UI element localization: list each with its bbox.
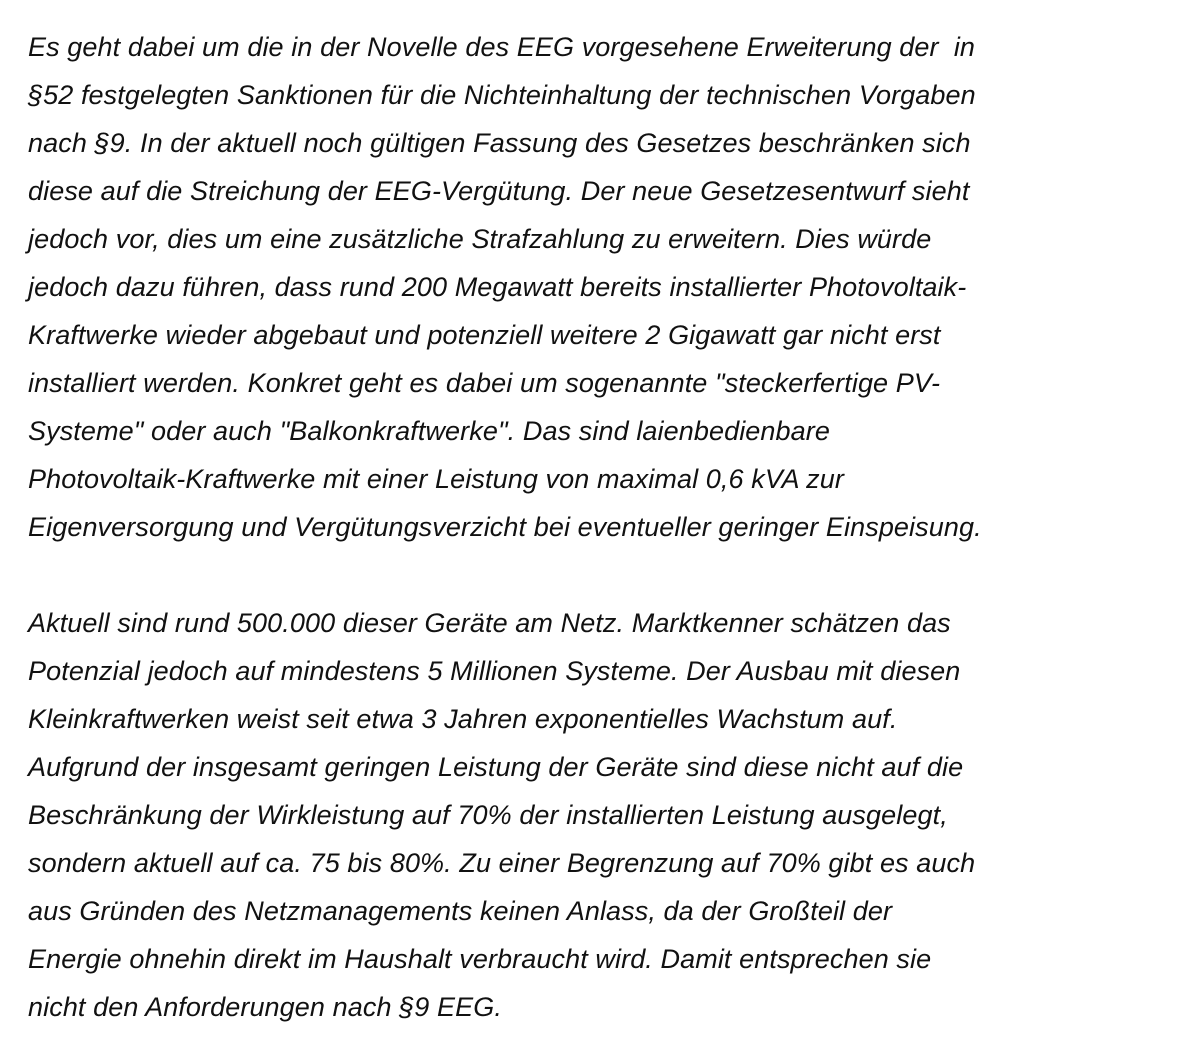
paragraph-1-line: nach §9. In der aktuell noch gültigen Fassung des Gesetzes beschränken sich bbox=[28, 128, 971, 158]
paragraph-2-line: sondern aktuell auf ca. 75 bis 80%. Zu einer Begrenzung auf 70% gibt es auch bbox=[28, 848, 976, 878]
paragraph-1-line: jedoch dazu führen, dass rund 200 Megawatt bereits installierter Photovoltaik- bbox=[28, 272, 967, 302]
paragraph-2-line: Aufgrund der insgesamt geringen Leistung der Geräte sind diese nicht auf die bbox=[28, 752, 964, 782]
paragraph-2-line: Kleinkraftwerken weist seit etwa 3 Jahren exponentielles Wachstum auf. bbox=[28, 704, 898, 734]
paragraph-1-line: §52 festgelegten Sanktionen für die Nichteinhaltung der technischen Vorgaben bbox=[28, 80, 976, 110]
paragraph-2-line: Beschränkung der Wirkleistung auf 70% der installierten Leistung ausgelegt, bbox=[28, 800, 948, 830]
paragraph-2-line: aus Gründen des Netzmanagements keinen Anlass, da der Großteil der bbox=[28, 896, 893, 926]
paragraph-1-line: Photovoltaik-Kraftwerke mit einer Leistung von maximal 0,6 kVA zur bbox=[28, 464, 844, 494]
paragraph-1-line: jedoch vor, dies um eine zusätzliche Strafzahlung zu erweitern. Dies würde bbox=[28, 224, 932, 254]
paragraph-1 bbox=[28, 23, 1168, 551]
paragraph-2-line: Energie ohnehin direkt im Haushalt verbraucht wird. Damit entsprechen sie bbox=[28, 944, 932, 974]
document-body bbox=[28, 23, 1168, 1031]
paragraph-2-line: Aktuell sind rund 500.000 dieser Geräte am Netz. Marktkenner schätzen das bbox=[28, 608, 951, 638]
paragraph-2 bbox=[28, 599, 1168, 1031]
paragraph-1-line: diese auf die Streichung der EEG-Vergütung. Der neue Gesetzesentwurf sieht bbox=[28, 176, 970, 206]
paragraph-1-line: Eigenversorgung und Vergütungsverzicht bei eventueller geringer Einspeisung. bbox=[28, 512, 982, 542]
paragraph-1-line: Systeme" oder auch "Balkonkraftwerke". Das sind laienbedienbare bbox=[28, 416, 830, 446]
paragraph-2-line: Potenzial jedoch auf mindestens 5 Millionen Systeme. Der Ausbau mit diesen bbox=[28, 656, 961, 686]
paragraph-2-line: nicht den Anforderungen nach §9 EEG. bbox=[28, 992, 502, 1022]
paragraph-1-line: Es geht dabei um die in der Novelle des EEG vorgesehene Erweiterung der in bbox=[28, 32, 976, 62]
paragraph-1-line: Kraftwerke wieder abgebaut und potenziell weitere 2 Gigawatt gar nicht erst bbox=[28, 320, 941, 350]
paragraph-1-line: installiert werden. Konkret geht es dabei um sogenannte "steckerfertige PV- bbox=[28, 368, 941, 398]
